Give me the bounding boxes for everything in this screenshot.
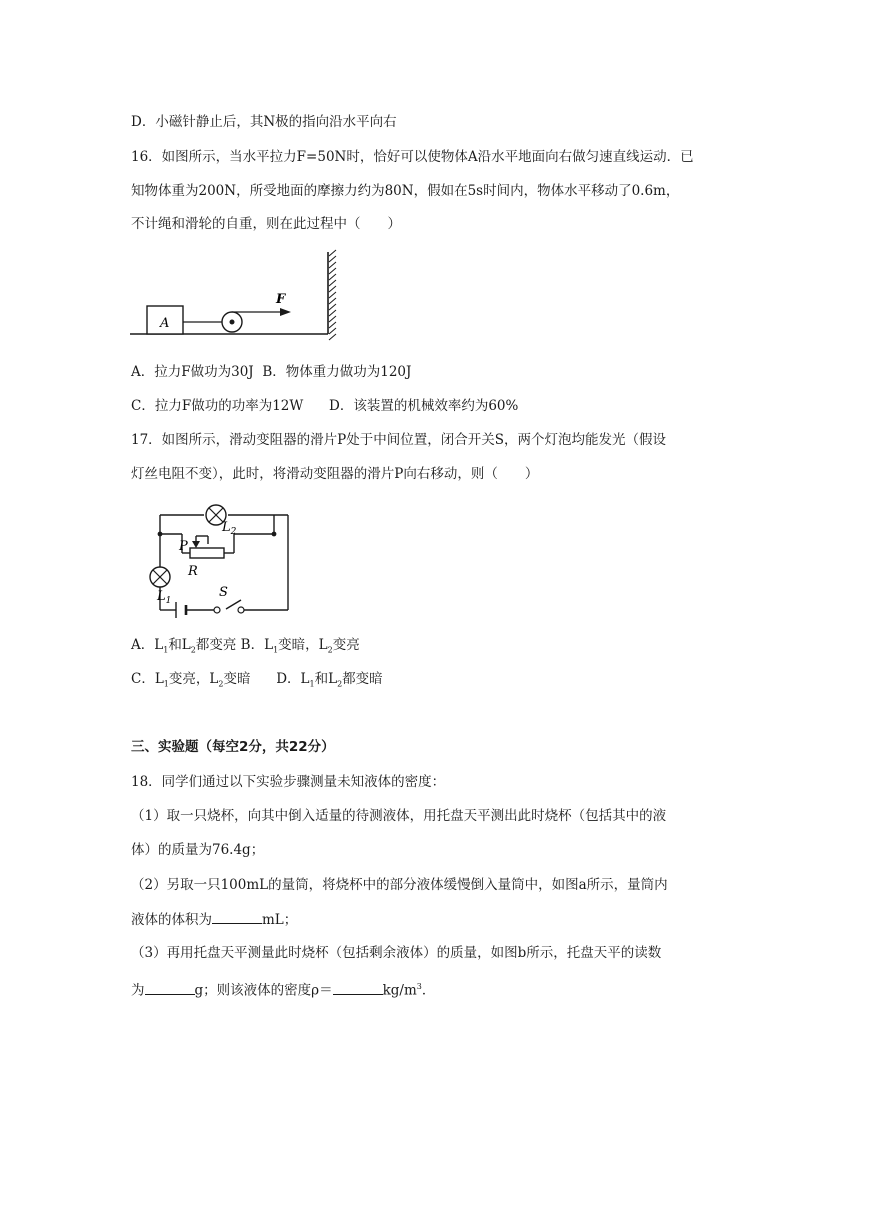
- q17-options-row-2: [131, 669, 383, 695]
- q16-option-a[interactable]: A．拉力F做功为30J: [131, 364, 254, 380]
- lamp-l1: [150, 567, 170, 587]
- q16-option-d[interactable]: D．该装置的机械效率约为60%: [329, 398, 519, 414]
- q17-circuit-figure: [128, 496, 308, 621]
- lamp-l1-label: $L_1$: [157, 589, 172, 606]
- switch-s-label: S: [219, 585, 228, 600]
- block-a-label: A: [160, 316, 170, 331]
- q16-options-row-2: [131, 396, 518, 416]
- rheostat: [190, 548, 224, 558]
- slider-p-label: P: [179, 539, 188, 554]
- mass-answer-blank[interactable]: [145, 980, 195, 995]
- q17-option-c[interactable]: C．$L_1$变亮，$L_2$变暗: [131, 671, 251, 689]
- q17-option-a[interactable]: A．$L_1$和$L_2$都变亮: [131, 637, 237, 655]
- q18-intro: 18．同学们通过以下实验步骤测量未知液体的密度：: [131, 774, 446, 790]
- q16-options-row-1: [131, 362, 411, 382]
- q17-stem-line-1: 17．如图所示，滑动变阻器的滑片P处于中间位置，闭合开关S，两个灯泡均能发光（假设: [131, 432, 667, 448]
- q16-option-b[interactable]: B．物体重力做功为120J: [262, 364, 412, 380]
- density-answer-blank[interactable]: [333, 980, 383, 995]
- q18-step1-line-1: （1）取一只烧杯，向其中倒入适量的待测液体，用托盘天平测出此时烧杯（包括其中的液: [131, 808, 667, 824]
- q16-stem-line-3: 不计绳和滑轮的自重，则在此过程中（ ）: [131, 216, 401, 232]
- force-label: F: [276, 292, 286, 307]
- q18-step2-line-2: 液体的体积为 mL；: [131, 909, 297, 930]
- section-3-heading: 三、实验题（每空2分，共22分）: [131, 739, 335, 755]
- q17-option-d[interactable]: D．$L_1$和$L_2$都变暗: [276, 671, 383, 689]
- rheostat-r-label: R: [188, 564, 198, 579]
- q16-option-c[interactable]: C．拉力F做功的功率为12W: [131, 398, 304, 414]
- slider-p: [192, 541, 200, 548]
- q17-stem-line-2: 灯丝电阻不变），此时，将滑动变阻器的滑片P向右移动，则（ ）: [131, 466, 539, 482]
- q17-options-row-1: [131, 635, 360, 661]
- q16-stem-line-1: 16．如图所示，当水平拉力F=50N时，恰好可以使物体A沿水平地面向右做匀速直线运动．已: [131, 149, 694, 165]
- q16-pulley-figure: [128, 248, 358, 348]
- q18-step2-line-1: （2）另取一只100mL的量筒，将烧杯中的部分液体缓慢倒入量筒中，如图a所示，量筒内: [131, 877, 668, 893]
- lamp-l2-label: $L_2$: [222, 520, 237, 537]
- q17-option-b[interactable]: B．$L_1$变暗，$L_2$变亮: [240, 637, 360, 655]
- q15-option-d: D．小磁针静止后，其N极的指向沿水平向右: [131, 114, 397, 130]
- battery: [176, 602, 186, 618]
- force-arrow: [280, 308, 291, 316]
- q18-step3-line-2: 为 g；则该液体的密度$\rho= kg/m^3$．: [131, 977, 435, 1001]
- q18-step3-line-1: （3）再用托盘天平测量此时烧杯（包括剩余液体）的质量，如图b所示，托盘天平的读数: [131, 945, 662, 961]
- q18-step1-line-2: 体）的质量为76.4g；: [131, 842, 265, 858]
- q16-stem-line-2: 知物体重为200N，所受地面的摩擦力约为80N，假如在5s时间内，物体水平移动了0.6m，: [131, 183, 680, 199]
- volume-answer-blank[interactable]: [212, 909, 262, 924]
